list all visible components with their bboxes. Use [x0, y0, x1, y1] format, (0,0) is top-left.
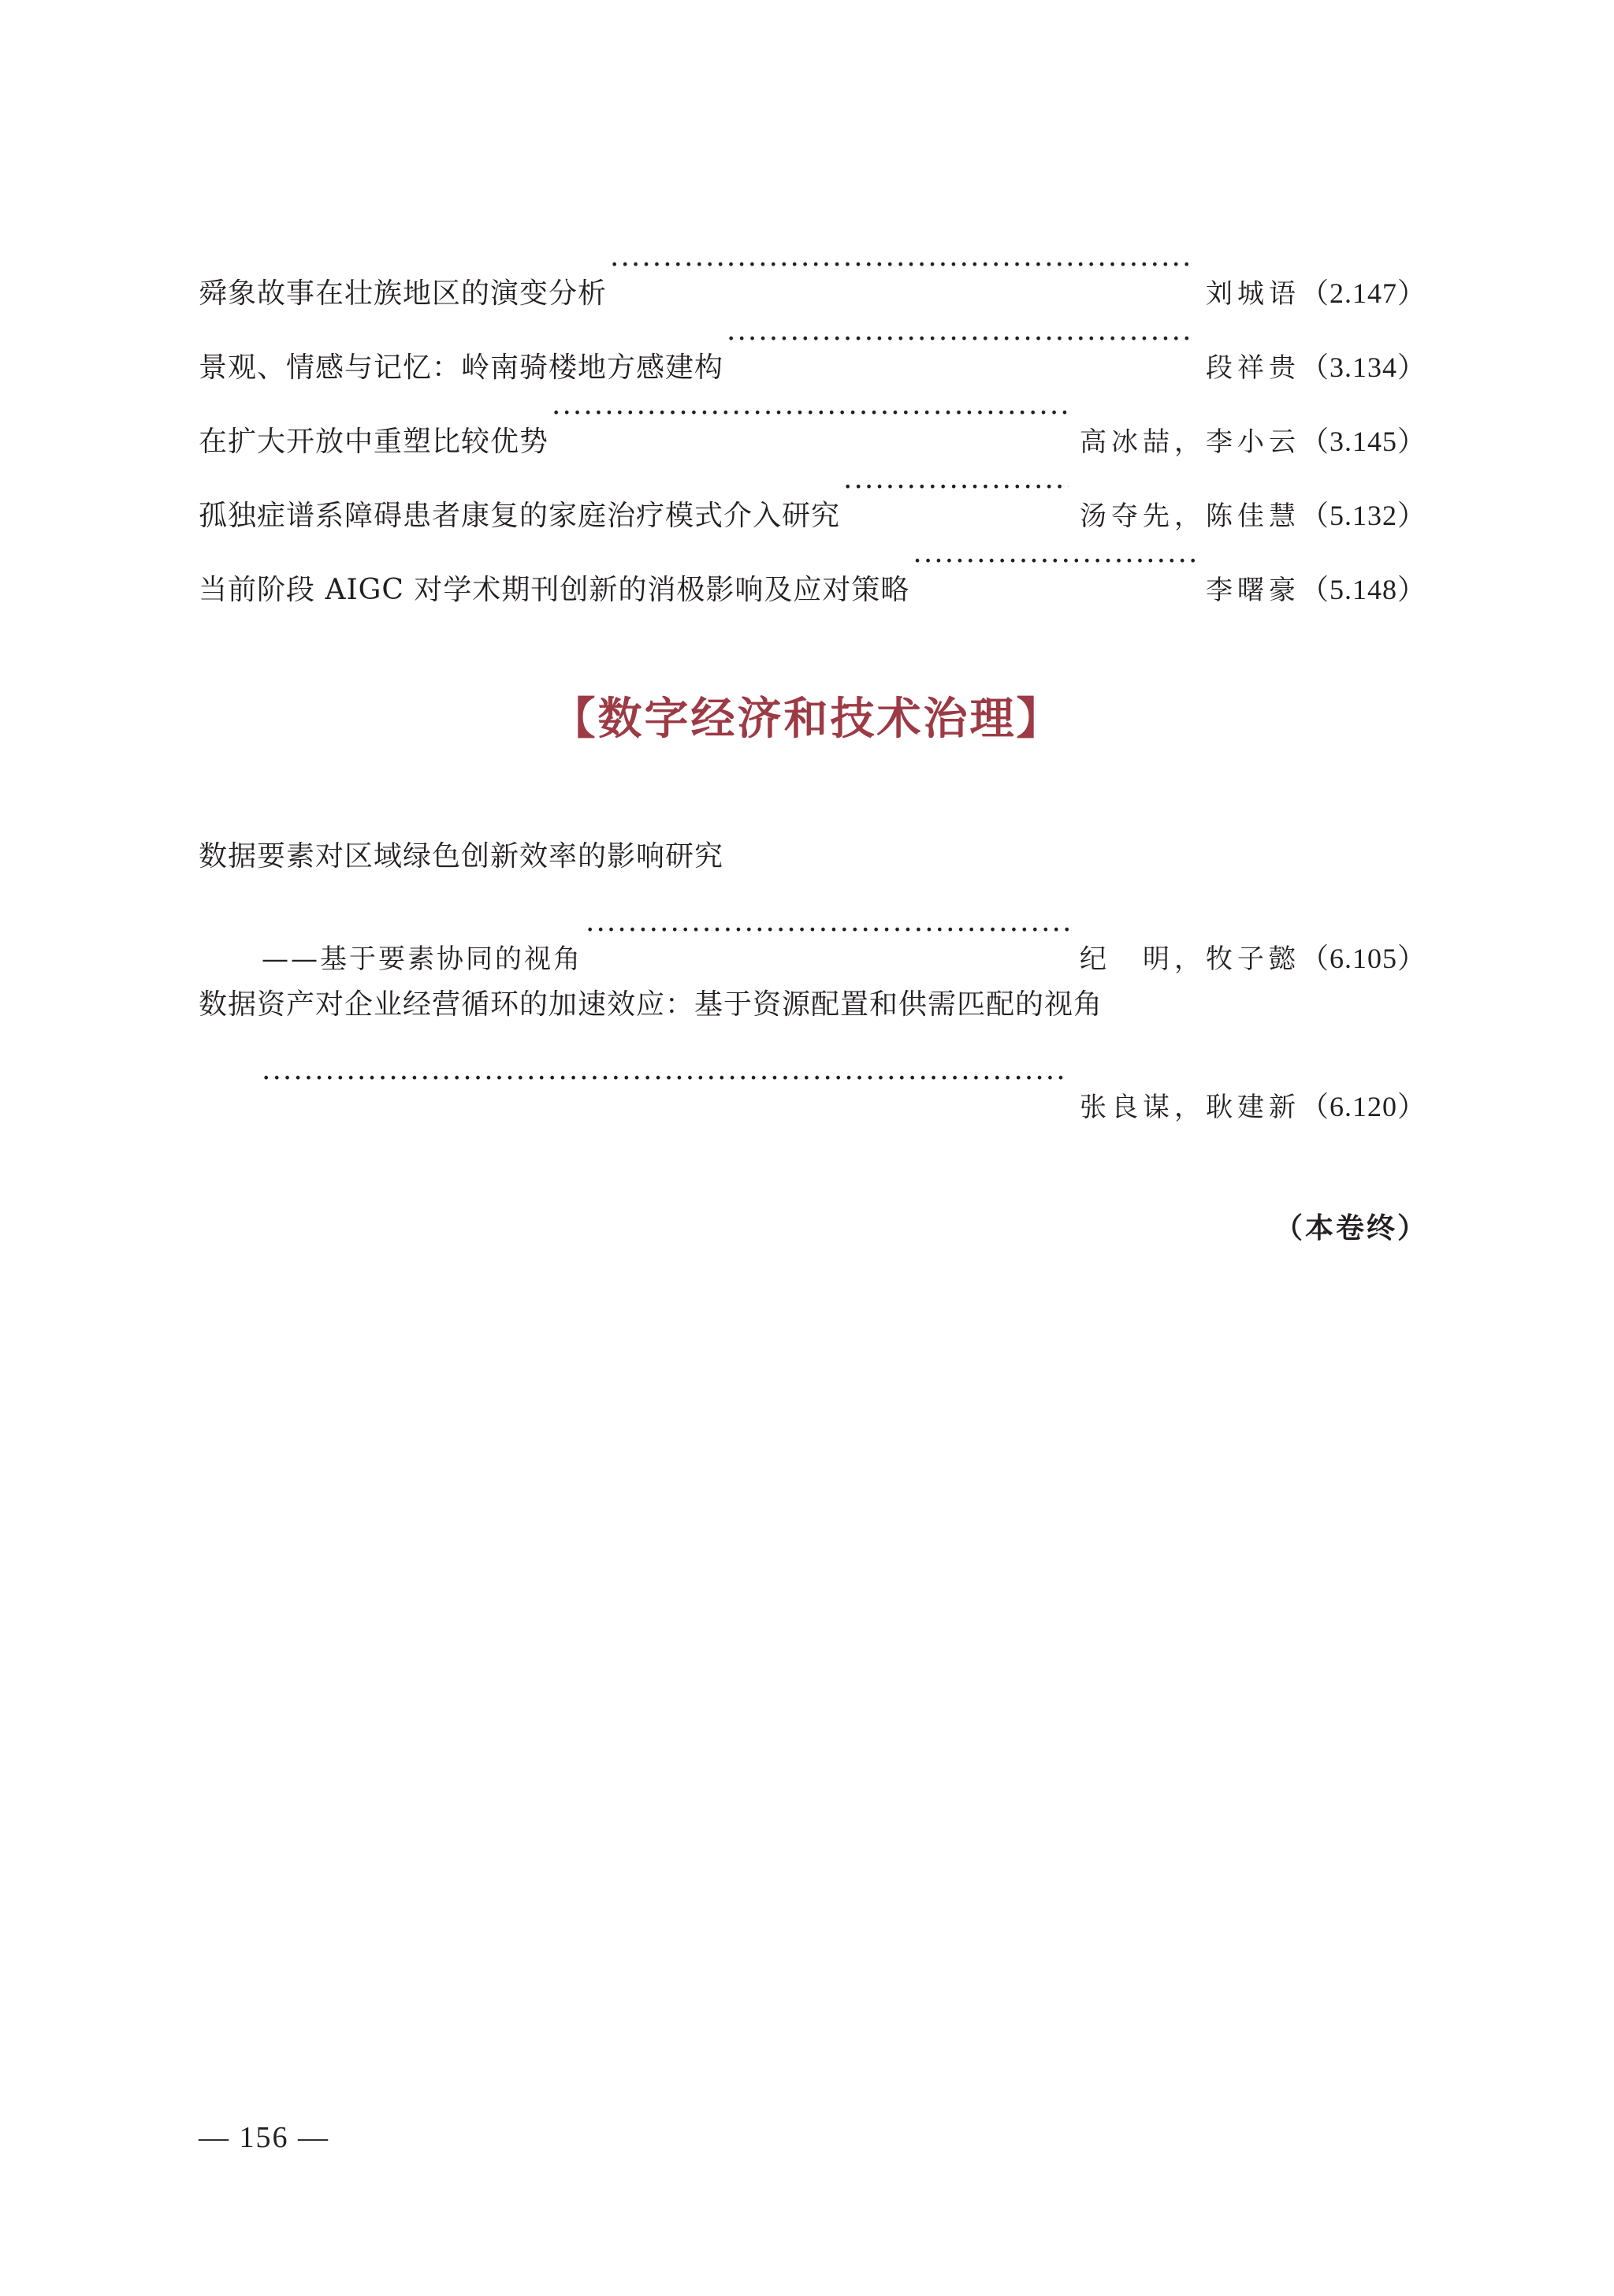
toc-entry-title: 舜象故事在壮族地区的演变分析 [199, 277, 608, 310]
toc-entry[interactable] [199, 377, 1426, 458]
toc-entry-author: 汤夺先，陈佳慧 [1079, 501, 1300, 532]
toc-list-bottom [199, 820, 1426, 1123]
dot-leader [610, 229, 1195, 303]
toc-entry-title: 孤独症谱系障碍患者康复的家庭治疗模式介入研究 [199, 500, 841, 532]
dot-leader [727, 303, 1195, 377]
toc-entry-page-ref: （3.134） [1300, 352, 1426, 383]
section-heading: 【数字经济和技术治理】 [551, 694, 1063, 745]
toc-entry-subtitle: ——基于要素协同的视角 [262, 943, 582, 975]
dot-leader [552, 377, 1069, 451]
toc-entry-author: 刘城语 [1205, 278, 1300, 310]
toc-entry-page-ref: （5.132） [1300, 500, 1426, 531]
toc-entry[interactable] [199, 451, 1426, 532]
toc-entry-author-line[interactable] [199, 1042, 1426, 1123]
toc-entry-author: 段祥贵 [1205, 352, 1300, 384]
toc-entry-author: 高冰喆，李小云 [1079, 426, 1300, 458]
toc-entry-author: 李曙豪 [1205, 575, 1300, 606]
toc-entry-page-ref: （2.147） [1300, 277, 1426, 309]
toc-entry-title: 在扩大开放中重塑比较优势 [199, 426, 549, 458]
page-number: — 156 — [199, 2121, 329, 2154]
toc-entry[interactable] [199, 303, 1426, 384]
toc-entry-author: 张良谋，耿建新 [1079, 1092, 1300, 1123]
dot-leader [262, 1042, 1069, 1116]
toc-entry-title: 景观、情感与记忆：岭南骑楼地方感建构 [199, 352, 724, 384]
toc-entry-subtitle-line[interactable] [199, 894, 1426, 975]
toc-entry-page-ref: （6.120） [1300, 1091, 1426, 1122]
toc-entry-page-ref: （5.148） [1300, 574, 1426, 605]
toc-entry-author: 纪 明，牧子懿 [1079, 943, 1300, 975]
toc-list-top [199, 229, 1426, 606]
toc-entry[interactable] [199, 525, 1426, 606]
dot-leader [843, 451, 1069, 525]
toc-entry-title: 数据要素对区域绿色创新效率的影响研究 [199, 840, 724, 873]
toc-entry[interactable] [199, 229, 1426, 310]
toc-entry-title-line[interactable] [199, 820, 1426, 894]
toc-entry-page-ref: （3.145） [1300, 426, 1426, 457]
dot-leader [586, 894, 1069, 968]
toc-entry-page-ref: （6.105） [1300, 943, 1426, 974]
toc-entry-title-line[interactable] [199, 968, 1426, 1042]
toc-entry-title: 当前阶段 AIGC 对学术期刊创新的消极影响及应对策略 [199, 574, 910, 606]
dot-leader [913, 525, 1195, 599]
volume-end-note: （本卷终） [1274, 1212, 1428, 1245]
toc-entry-title: 数据资产对企业经营循环的加速效应：基于资源配置和供需匹配的视角 [199, 988, 1103, 1021]
